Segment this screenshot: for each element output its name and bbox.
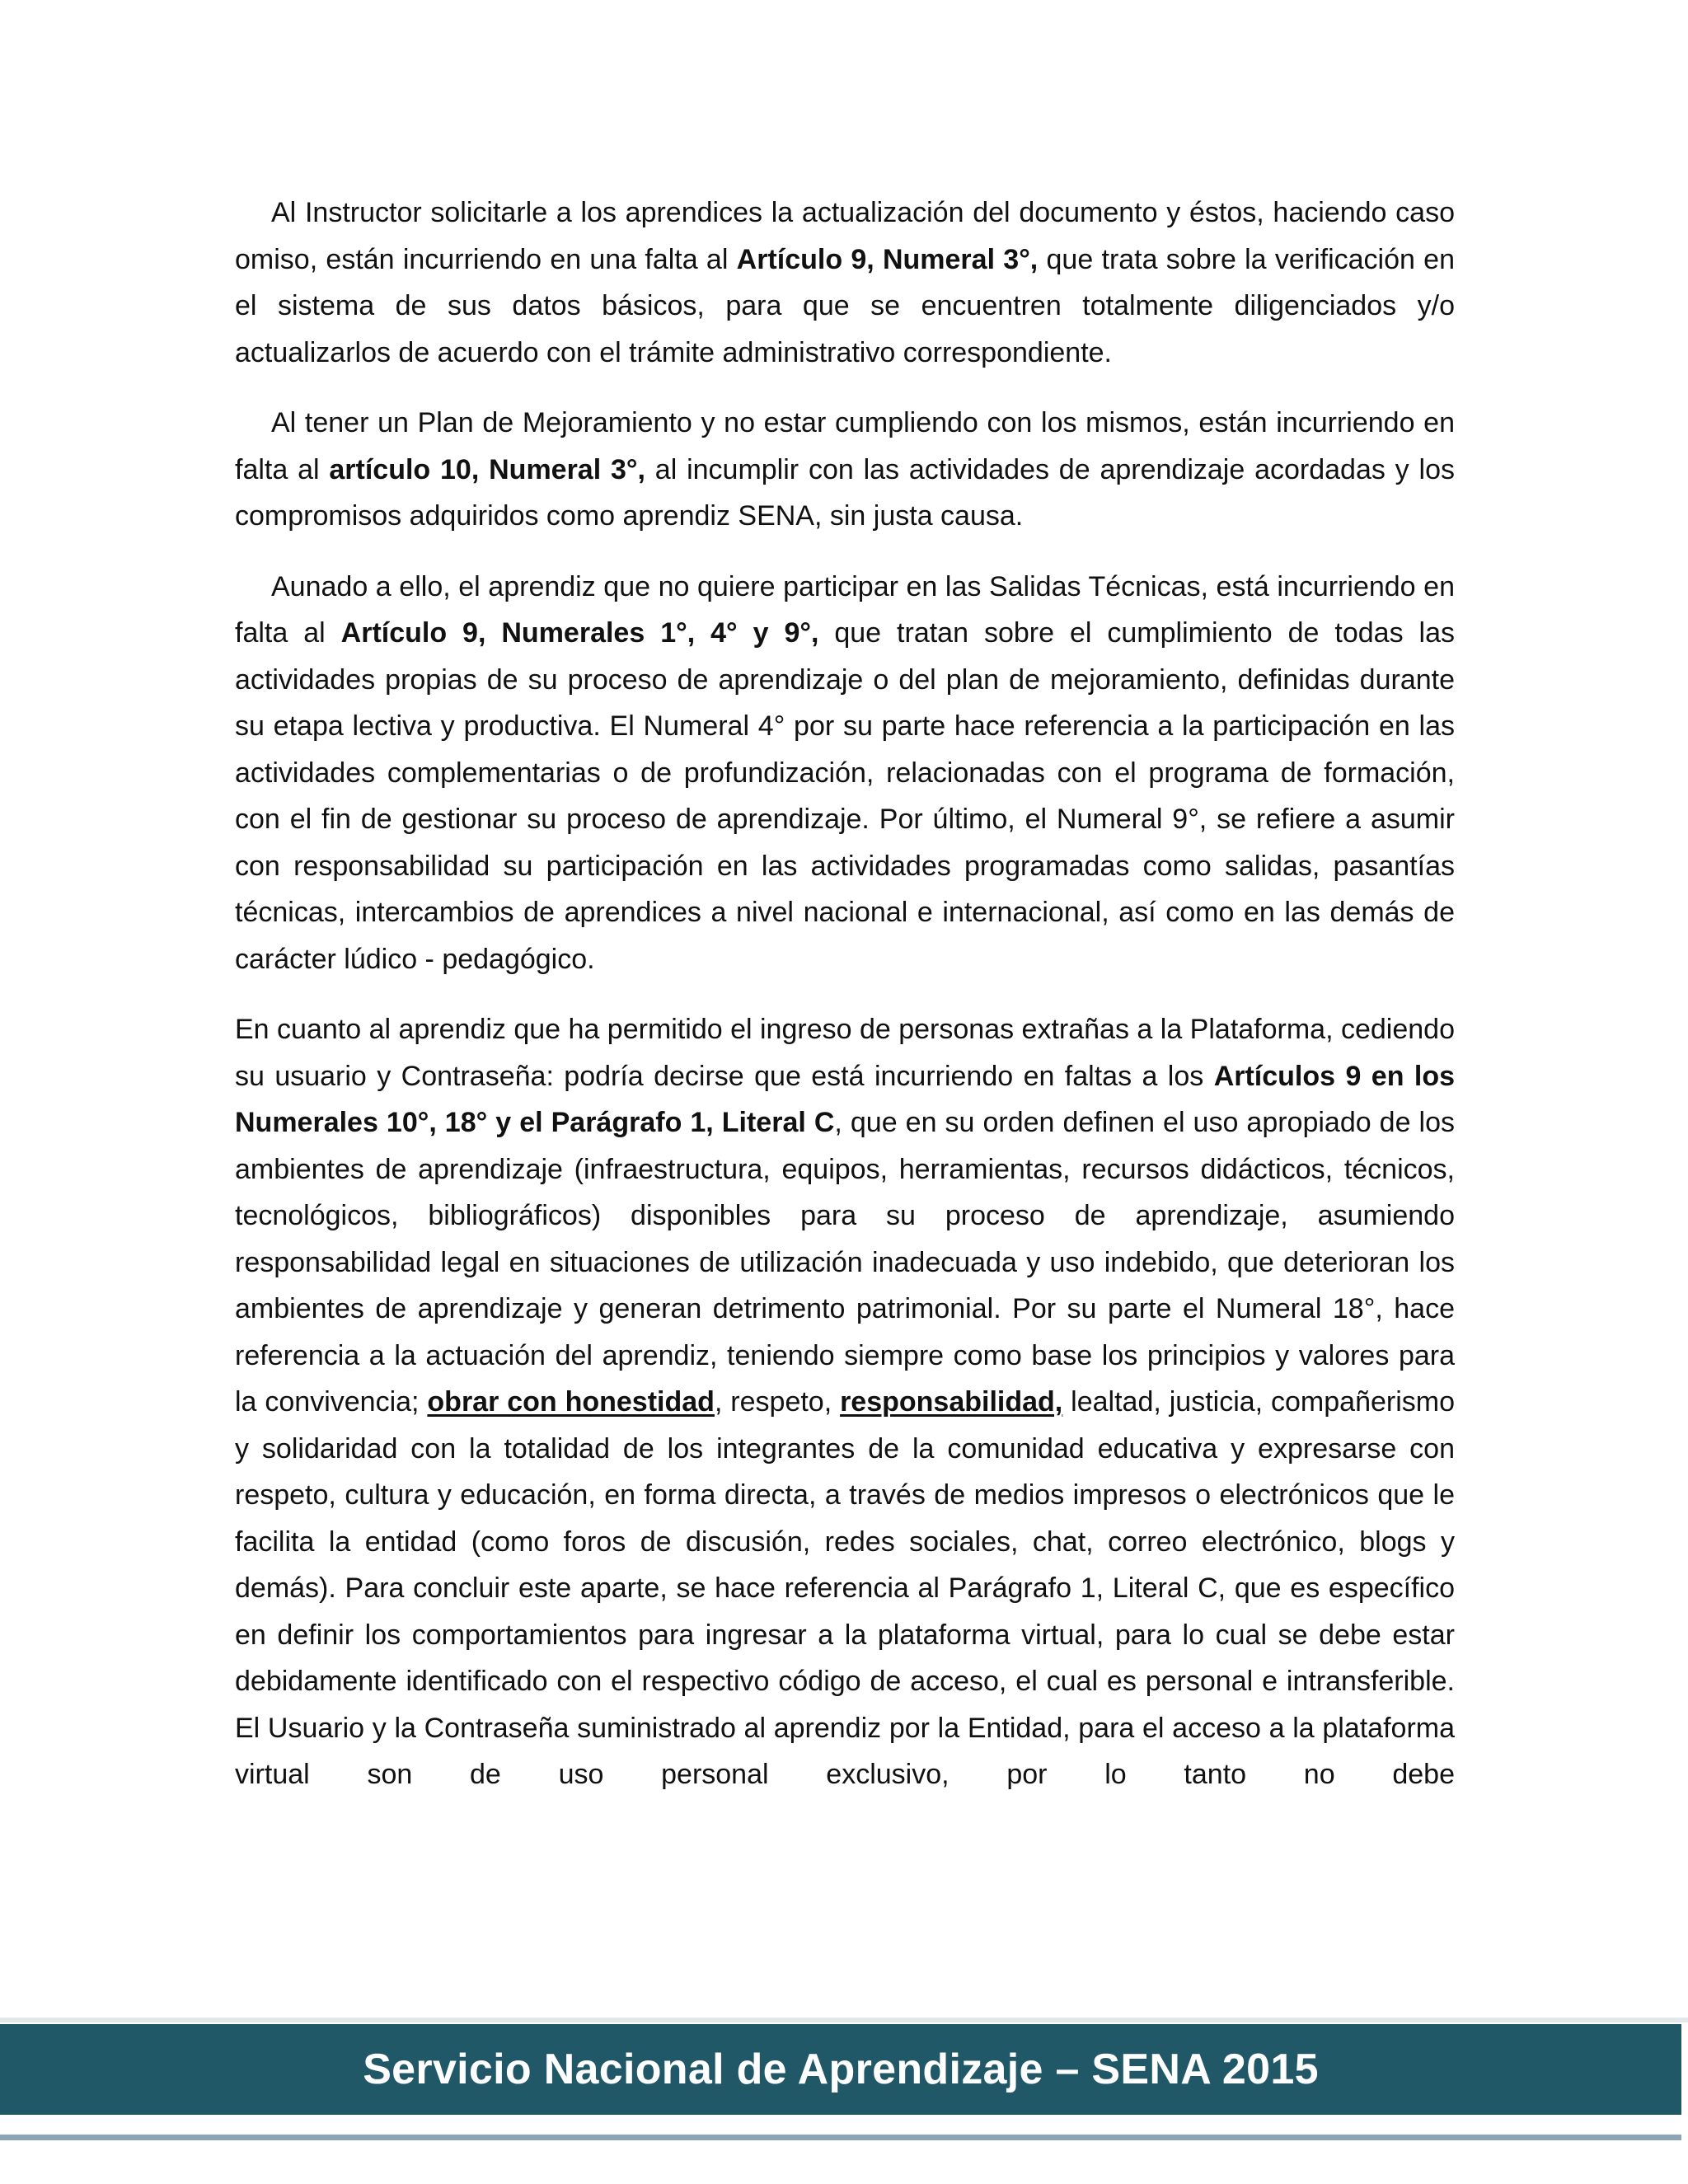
text-run: Al tener un Plan de Mejoramiento y no estar cumpliendo con los mismos, están incurriendo en falta al <box>235 407 1455 485</box>
bold-reference: Artículos 9 en los Numerales 10°, 18° y el Parágrafo 1, Literal C <box>235 1060 1455 1138</box>
text-run: , respeto, <box>714 1386 841 1418</box>
bold-reference: Artículo 9, Numeral 3°, <box>736 243 1039 275</box>
text-run: que trata sobre la verificación en el sistema de sus datos básicos, para que se encuentren totalmente diligenciados y/o actualizarlos de acuerdo con el trámite administrativo correspondiente. <box>235 243 1455 368</box>
footer-band <box>0 2024 1681 2115</box>
paragraph-2 <box>235 400 1455 540</box>
text-run: , que en su orden definen el uso apropiado de los ambientes de aprendizaje (infraestructura, equipos, herramientas, recursos didácticos, técnicos, tecnológicos, bibliográficos) disponibles para su proceso de aprendizaje, asumiendo responsabilidad legal en situaciones de utilización inadecuada y uso indebido, que deterioran los ambientes de aprendizaje y generan detrimento patrimonial. Por su parte el Numeral 18°, hace referencia a la actuación del aprendiz, teniendo siempre como base los principios y valores para la convivencia; <box>235 1107 1456 1418</box>
paragraph-4 <box>235 1006 1455 1798</box>
bold-reference: artículo 10, Numeral 3°, <box>329 453 645 485</box>
paragraph-1 <box>235 190 1455 376</box>
underlined-emphasis: responsabilidad, <box>840 1386 1063 1418</box>
text-run: En cuanto al aprendiz que ha permitido el ingreso de personas extrañas a la Plataforma, cediendo su usuario y Contraseña: podría decirse que está incurriendo en faltas a los <box>235 1014 1455 1092</box>
document-body <box>235 190 1455 1822</box>
bold-reference: Artículo 9, Numerales 1°, 4° y 9°, <box>340 617 819 649</box>
text-run: Aunado a ello, el aprendiz que no quiere participar en las Salidas Técnicas, está incurriendo en falta al <box>235 570 1455 649</box>
text-run: lealtad, justicia, compañerismo y solidaridad con la totalidad de los integrantes de la comunidad educativa y expresarse con respeto, cultura y educación, en forma directa, a través de medios impresos o electrónicos que le facilita la entidad (como foros de discusión, redes sociales, chat, correo electrónico, blogs y demás). Para concluir este aparte, se hace referencia al Parágrafo 1, Literal C, que es específico en definir los comportamientos para ingresar a la plataforma virtual, para lo cual se debe estar debidamente identificado con el respectivo código de acceso, el cual es personal e intransferible. El Usuario y la Contraseña suministrado al aprendiz por la Entidad, para el acceso a la plataforma virtual son de uso personal exclusivo, por lo tanto no debe <box>235 1386 1455 1790</box>
text-run: que tratan sobre el cumplimiento de todas las actividades propias de su proceso de aprendizaje o del plan de mejoramiento, definidas durante su etapa lectiva y productiva. El Numeral 4° por su parte hace referencia a la participación en las actividades complementarias o de profundización, relacionadas con el programa de formación, con el fin de gestionar su proceso de aprendizaje. Por último, el Numeral 9°, se refiere a asumir con responsabilidad su participación en las actividades programadas como salidas, pasantías técnicas, intercambios de aprendices a nivel nacional e internacional, así como en las demás de carácter lúdico - pedagógico. <box>235 617 1456 975</box>
text-run: Al Instructor solicitarle a los aprendices la actualización del documento y éstos, haciendo caso omiso, están incurriendo en una falta al <box>235 197 1455 275</box>
paragraph-3 <box>235 564 1455 983</box>
footer-top-divider <box>0 2018 1688 2022</box>
footer-bottom-rule <box>0 2135 1681 2140</box>
footer-title: Servicio Nacional de Aprendizaje – SENA 2015 <box>363 2046 1319 2093</box>
text-run: al incumplir con las actividades de aprendizaje acordadas y los compromisos adquiridos como aprendiz SENA, sin justa causa. <box>235 453 1455 532</box>
underlined-emphasis: obrar con honestidad <box>427 1386 715 1418</box>
